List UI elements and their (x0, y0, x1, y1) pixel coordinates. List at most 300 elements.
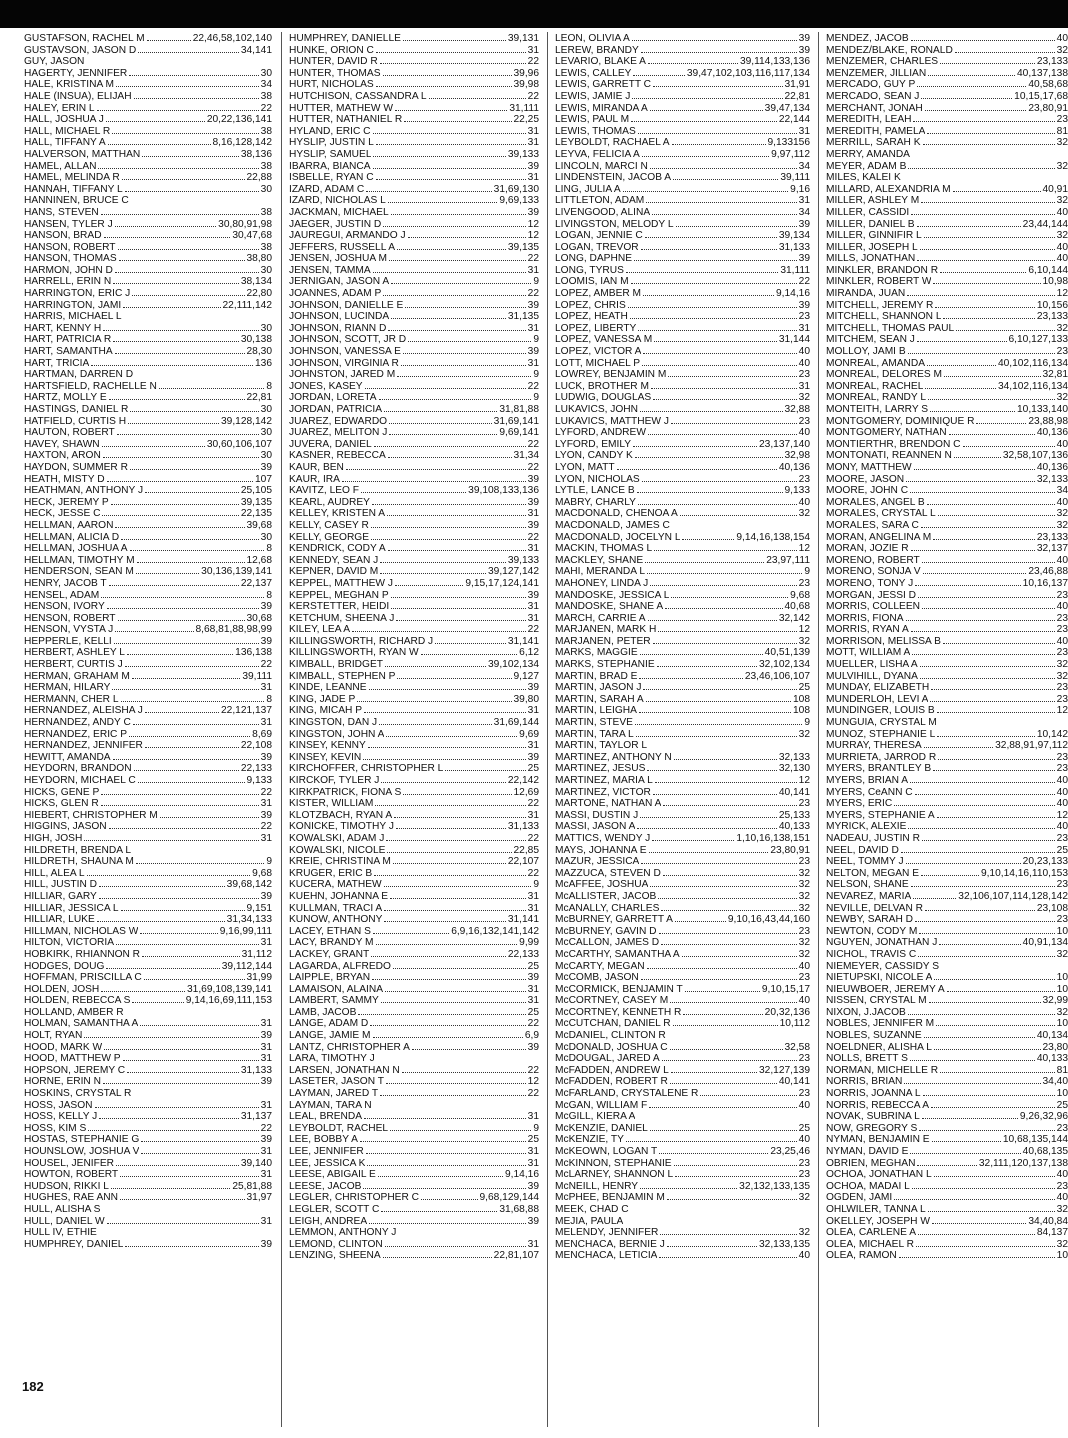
index-entry (555, 299, 810, 311)
entry-pages: 40,51,139 (764, 647, 810, 659)
index-entry (24, 1110, 272, 1122)
entry-pages: 32,132,133,135 (739, 1180, 810, 1192)
entry-name: MORENO, TONY J (826, 577, 914, 589)
entry-name: MOORE, JOHN C (826, 485, 909, 497)
index-entry (826, 913, 1068, 925)
entry-pages: 40,136 (1036, 427, 1068, 439)
dot-leader (445, 762, 525, 771)
index-entry (24, 55, 272, 67)
entry-pages: 39,140 (240, 1157, 272, 1169)
dot-leader (97, 913, 225, 922)
entry-pages: 9,10,15,17 (761, 983, 810, 995)
yearbook-index-page (0, 32, 1068, 1438)
dot-leader (617, 461, 777, 470)
entry-pages: 25 (1056, 1099, 1068, 1111)
dot-leader (932, 1215, 1026, 1224)
entry-pages: 23,80,91 (1028, 102, 1068, 114)
entry-name: McKINNON, STEPHANIE (555, 1157, 672, 1169)
index-entry (555, 681, 810, 693)
index-entry (555, 507, 810, 519)
dot-leader (910, 774, 1055, 783)
index-entry (555, 160, 810, 172)
index-entry (289, 809, 539, 821)
index-entry (555, 310, 810, 322)
entry-name: NGUYEN, JONATHAN J (826, 937, 938, 949)
dot-leader (381, 1203, 497, 1212)
dot-leader (101, 206, 259, 215)
dot-leader (940, 55, 1035, 64)
entry-name: JOHNSON, DANIELLE E (289, 299, 404, 311)
entry-pages: 9,133156 (767, 137, 810, 149)
dot-leader (130, 542, 265, 551)
entry-name: MABRY, CHARLY (555, 496, 636, 508)
dot-leader (934, 971, 1054, 980)
entry-pages: 34 (798, 160, 810, 172)
entry-name: HICKS, GENE P (24, 786, 100, 798)
index-entry (24, 936, 272, 948)
index-entry (826, 1099, 1068, 1111)
dot-leader (913, 890, 956, 899)
entry-name: MONTIERTHR, BRENDON C (826, 438, 961, 450)
entry-name: KINGSTON, DAN J (289, 717, 378, 729)
entry-pages: 81 (1056, 1064, 1068, 1076)
entry-name: MONREAL, RACHEL (826, 380, 924, 392)
dot-leader (342, 473, 526, 482)
dot-leader (118, 612, 245, 621)
entry-name: LYON, MATT (555, 461, 615, 473)
index-entry (555, 971, 810, 983)
entry-pages: 22,111,142 (222, 299, 272, 311)
entry-pages: 23,80,91 (770, 844, 810, 856)
entry-name: MENDEZ, JACOB (826, 33, 909, 44)
entry-name: KOWALSKI, ADAM J (289, 832, 385, 844)
entry-name: LAYMAN, JARED T (289, 1088, 379, 1100)
entry-name: HERMAN, GRAHAM M (24, 670, 130, 682)
index-entry (555, 1249, 810, 1261)
entry-pages: 23 (798, 473, 810, 485)
index-entry (826, 936, 1068, 948)
dot-leader (899, 1249, 1055, 1258)
index-entry (289, 183, 539, 195)
entry-pages: 10,15,17,68 (1014, 90, 1068, 102)
entry-name: NEWBY, SARAH D (826, 914, 913, 926)
dot-leader (963, 438, 1055, 447)
dot-leader (920, 241, 1055, 250)
entry-pages: 31 (527, 995, 539, 1007)
entry-name: LEIGH, ANDREA (289, 1215, 368, 1227)
entry-pages: 12 (1056, 288, 1068, 300)
entry-pages: 23,80 (1042, 1041, 1068, 1053)
dot-leader (371, 948, 506, 957)
index-entry (826, 1110, 1068, 1122)
dot-leader (435, 635, 506, 644)
entry-name: MACDONALD, JOCELYN L (555, 531, 681, 543)
entry-name: LEYVA, FELICIA A (555, 148, 640, 160)
entry-name: MUNDERLOH, LEVI A (826, 693, 929, 705)
index-entry (24, 438, 272, 450)
entry-name: KUEHN, JOHANNA E (289, 890, 389, 902)
dot-leader (115, 264, 259, 273)
entry-pages: 31 (527, 125, 539, 137)
entry-name: LACKEY, GRANT (289, 948, 370, 960)
entry-pages: 25 (527, 763, 539, 775)
index-entry (289, 983, 539, 995)
entry-name: NYMAN, BENJAMIN E (826, 1134, 930, 1146)
entry-name: LINCOLN, MARCI N (555, 160, 648, 172)
entry-name: MYERS, ERIC (826, 798, 893, 810)
dot-leader (369, 1215, 526, 1224)
entry-name: LEGLER, CHRISTOPHER C (289, 1192, 420, 1204)
entry-pages: 22 (527, 253, 539, 265)
entry-name: HUMPHREY, DANIELLE (289, 33, 401, 44)
index-entry (826, 264, 1068, 276)
entry-name: MILLARD, ALEXANDRIA M (826, 183, 951, 195)
index-entry (555, 1064, 810, 1076)
entry-pages: 10 (1056, 1088, 1068, 1100)
entry-pages: 31 (260, 937, 272, 949)
dot-leader (660, 1226, 796, 1235)
entry-name: MURRAY, THERESA (826, 740, 922, 752)
index-entry (826, 646, 1068, 658)
dot-leader (138, 44, 239, 53)
entry-pages: 40 (1056, 601, 1068, 613)
entry-name: HASTINGS, DANIEL R (24, 404, 129, 415)
entry-name: MACDONALD, JAMES C (555, 519, 670, 531)
entry-name: KONICKE, TIMOTHY J (289, 821, 394, 833)
index-entry (555, 44, 810, 56)
index-entry (555, 902, 810, 914)
index-entry (24, 310, 272, 322)
index-entry (289, 878, 539, 890)
index-entry (24, 751, 272, 763)
dot-leader (943, 310, 1034, 319)
dot-leader (635, 716, 802, 725)
entry-pages: 39 (798, 253, 810, 265)
entry-pages: 39 (527, 1180, 539, 1192)
dot-leader (346, 461, 526, 470)
index-entry (826, 948, 1068, 960)
dot-leader (116, 78, 259, 87)
entry-name: NELTON, MEGAN E (826, 867, 920, 879)
index-entry (24, 739, 272, 751)
index-entry (289, 519, 539, 531)
index-entry (24, 461, 272, 473)
index-entry (24, 600, 272, 612)
index-entry (826, 206, 1068, 218)
index-entry (826, 554, 1068, 566)
dot-leader (911, 878, 1055, 887)
entry-name: HAXTON, ARON (24, 450, 101, 462)
index-entry (289, 832, 539, 844)
index-entry (24, 1017, 272, 1029)
dot-leader (142, 948, 240, 957)
entry-pages: 31,133 (240, 1064, 272, 1076)
entry-pages: 6,9 (524, 1030, 539, 1042)
dot-leader (113, 275, 239, 284)
entry-name: HANSON, BRAD (24, 230, 102, 242)
entry-name: KIRCKOF, TYLER J (289, 775, 380, 786)
entry-name: LOPEZ, AMBER M (555, 288, 642, 300)
dot-leader (633, 67, 684, 76)
dot-leader (87, 867, 251, 876)
dot-leader (910, 484, 1055, 493)
index-entry (289, 867, 539, 879)
entry-pages: 40 (1056, 33, 1068, 44)
dot-leader (635, 449, 783, 458)
entry-pages: 30,60,106,107 (206, 438, 272, 450)
dot-leader (106, 113, 205, 122)
dot-leader (908, 1006, 1055, 1015)
index-entry (826, 310, 1068, 322)
entry-name: MARTIN, TAYLOR L (555, 740, 648, 752)
index-entry (24, 1157, 272, 1169)
dot-leader (121, 693, 265, 702)
entry-pages: 32 (1056, 948, 1068, 960)
index-entry (289, 461, 539, 473)
entry-name: MAHONEY, LINDA J (555, 577, 649, 589)
dot-leader (944, 368, 1040, 377)
entry-name: IZARD, ADAM C (289, 183, 365, 195)
entry-name: MARJANEN, MARK H (555, 624, 657, 636)
entry-pages: 40,133 (1036, 1053, 1068, 1065)
entry-pages: 32,142 (778, 612, 810, 624)
entry-name: JONES, KASEY (289, 380, 363, 392)
entry-name: MENZEMER, JILLIAN (826, 67, 927, 79)
index-entry (24, 531, 272, 543)
dot-leader (386, 1075, 526, 1084)
entry-pages: 32,102,134 (759, 659, 810, 671)
index-entry (24, 345, 272, 357)
dot-leader (381, 994, 526, 1003)
entry-pages: 22 (527, 624, 539, 636)
entry-pages: 31 (260, 1215, 272, 1227)
entry-name: HUTCHISON, CASSANDRA L (289, 90, 427, 102)
entry-pages: 31 (527, 740, 539, 752)
dot-leader (912, 1180, 1055, 1189)
entry-pages: 31 (260, 1146, 272, 1157)
dot-leader (373, 148, 505, 157)
entry-name: MORRIS, COLLEEN (826, 601, 920, 613)
entry-pages: 30,136,139,141 (201, 566, 272, 578)
index-entry (24, 391, 272, 403)
dot-leader (372, 971, 525, 980)
entry-pages: 32 (1056, 1203, 1068, 1215)
dot-leader (918, 1226, 1035, 1235)
entry-name: MARJANEN, PETER (555, 635, 651, 647)
index-entry (24, 704, 272, 716)
index-entry (24, 357, 272, 369)
entry-pages: 31 (527, 902, 539, 914)
entry-pages: 31,111 (509, 102, 539, 114)
entry-name: HARRINGTON, JAMI (24, 299, 122, 311)
entry-pages: 23,133 (1036, 311, 1068, 323)
dot-leader (374, 867, 525, 876)
entry-name: KIMBALL, BRIDGET (289, 659, 383, 671)
entry-name: HAMEL, ALLAN (24, 160, 97, 172)
index-entry (289, 368, 539, 380)
dot-leader (937, 728, 1035, 737)
entry-name: KEARL, AUDREY (289, 496, 370, 508)
entry-name: HARRELL, ERIN N (24, 276, 112, 288)
entry-pages: 31 (527, 508, 539, 520)
index-entry (555, 171, 810, 183)
index-entry (555, 102, 810, 114)
entry-name: HENDERSON, SEAN M (24, 566, 134, 578)
dot-leader (659, 1145, 768, 1154)
index-entry (24, 299, 272, 311)
dot-leader (928, 391, 1055, 400)
index-entry (555, 936, 810, 948)
index-entry (289, 1191, 539, 1203)
entry-name: LYON, CANDY K (555, 450, 633, 462)
dot-leader (103, 449, 259, 458)
index-entry (289, 1017, 539, 1029)
dot-leader (116, 1157, 239, 1166)
entry-pages: 40,133 (778, 821, 810, 833)
dot-leader (115, 218, 216, 227)
entry-name: NOW, GREGORY S (826, 1122, 918, 1134)
entry-name: HELLMAN, AARON (24, 519, 114, 531)
entry-name: MARKS, STEPHANIE (555, 659, 655, 671)
entry-name: KERSTETTER, HEIDI (289, 601, 390, 613)
index-entry (24, 554, 272, 566)
entry-name: MORENO, ROBERT (826, 554, 920, 566)
entry-pages: 9,14,16 (776, 288, 810, 300)
index-entry (24, 275, 272, 287)
dot-leader (925, 380, 996, 389)
entry-name: LEWIS, GARRETT C (555, 79, 652, 91)
entry-pages: 31 (527, 1238, 539, 1250)
entry-pages: 23 (798, 577, 810, 589)
entry-pages: 40 (798, 1250, 810, 1262)
dot-leader (378, 1168, 503, 1177)
entry-name: MERRILL, SARAH K (826, 137, 921, 149)
index-entry (826, 670, 1068, 682)
entry-pages: 32,58 (784, 1041, 810, 1053)
entry-pages: 32 (798, 508, 810, 520)
index-entry (24, 1191, 272, 1203)
entry-name: HALE, KRISTINA M (24, 79, 115, 91)
entry-pages: 39 (527, 206, 539, 218)
index-entry (826, 1017, 1068, 1029)
entry-name: KINSEY, KENNY (289, 740, 366, 752)
entry-name: MENDEZ/BLAKE, RONALD (826, 44, 953, 56)
index-entry (289, 774, 539, 786)
index-entry (826, 102, 1068, 114)
entry-pages: 23 (798, 1157, 810, 1169)
entry-pages: 20,22,136,141 (206, 114, 272, 126)
entry-pages: 31 (527, 322, 539, 334)
dot-leader (928, 1203, 1055, 1212)
index-entry (24, 241, 272, 253)
entry-name: GUSTAVSON, JASON D (24, 44, 137, 56)
entry-name: McBURNEY, GARRETT A (555, 914, 673, 926)
entry-name: KING, JADE P (289, 693, 356, 705)
index-entry (826, 391, 1068, 403)
entry-name: LAYMAN, TARA N (289, 1099, 372, 1111)
entry-pages: 23,133 (1036, 56, 1068, 68)
index-entry (826, 241, 1068, 253)
dot-leader (140, 1017, 258, 1026)
entry-pages: 31 (527, 357, 539, 369)
entry-pages: 39,134 (778, 230, 810, 242)
entry-pages: 12,69 (513, 786, 539, 798)
entry-pages: 6,12 (519, 647, 539, 659)
index-entry (24, 612, 272, 624)
entry-name: MYERS, BRIAN A (826, 775, 909, 786)
index-entry (289, 948, 539, 960)
dot-leader (955, 44, 1055, 53)
index-entry (826, 716, 1068, 728)
index-entry (826, 229, 1068, 241)
dot-leader (924, 229, 1055, 238)
entry-pages: 8,69 (252, 728, 272, 740)
dot-leader (373, 125, 526, 134)
entry-pages: 32 (1056, 508, 1068, 520)
dot-leader (894, 797, 1054, 806)
entry-name: MOTT, WILLIAM A (826, 647, 911, 659)
index-entry (826, 496, 1068, 508)
index-entry (826, 1168, 1068, 1180)
entry-name: NIETUPSKI, NICOLE A (826, 972, 933, 984)
index-entry (826, 148, 1068, 160)
entry-pages: 10,156 (1036, 299, 1068, 311)
index-entry (289, 32, 539, 44)
dot-leader (642, 357, 797, 366)
entry-pages: 40 (1056, 554, 1068, 566)
index-entry (289, 426, 539, 438)
index-entry (826, 44, 1068, 56)
index-entry (289, 971, 539, 983)
entry-pages: 6,10,127,133 (1008, 334, 1068, 346)
entry-pages: 39 (798, 33, 810, 44)
dot-leader (111, 496, 239, 505)
dot-leader (933, 275, 1040, 284)
entry-name: HOLDEN, REBECCA S (24, 995, 131, 1007)
entry-name: MILES, KALEI K (826, 172, 901, 184)
entry-name: McKEOWN, LOGAN T (555, 1146, 658, 1157)
entry-pages: 23,108 (1036, 902, 1068, 914)
dot-leader (357, 693, 511, 702)
dot-leader (136, 855, 265, 864)
entry-pages: 40 (798, 427, 810, 439)
index-entry (826, 1203, 1068, 1215)
dot-leader (397, 670, 511, 679)
entry-name: MYERS, STEPHANIE A (826, 809, 935, 821)
index-entry (826, 194, 1068, 206)
dot-leader (109, 391, 245, 400)
entry-name: McNEILL, HENRY (555, 1180, 639, 1192)
index-entry (826, 322, 1068, 334)
index-entry (826, 473, 1068, 485)
entry-pages: 22,135 (240, 508, 272, 520)
entry-name: HOUNSLOW, JOSHUA V (24, 1146, 140, 1157)
entry-pages: 40,137,138 (1017, 67, 1068, 79)
entry-name: JOHNSON, VANESSA E (289, 346, 401, 358)
entry-name: MARTONE, NATHAN A (555, 798, 662, 810)
dot-leader (388, 194, 498, 203)
dot-leader (649, 844, 769, 853)
index-entry (289, 739, 539, 751)
entry-name: JOHNSON, LUCINDA (289, 311, 390, 323)
entry-name: MELENDY, JENNIFER (555, 1227, 659, 1239)
dot-leader (101, 797, 259, 806)
index-entry (24, 1145, 272, 1157)
entry-name: MANDOSKE, SHANE A (555, 601, 664, 613)
index-entry (24, 994, 272, 1006)
entry-pages: 23,97,111 (766, 554, 810, 566)
entry-name: MUELLER, LISHA A (826, 659, 918, 671)
